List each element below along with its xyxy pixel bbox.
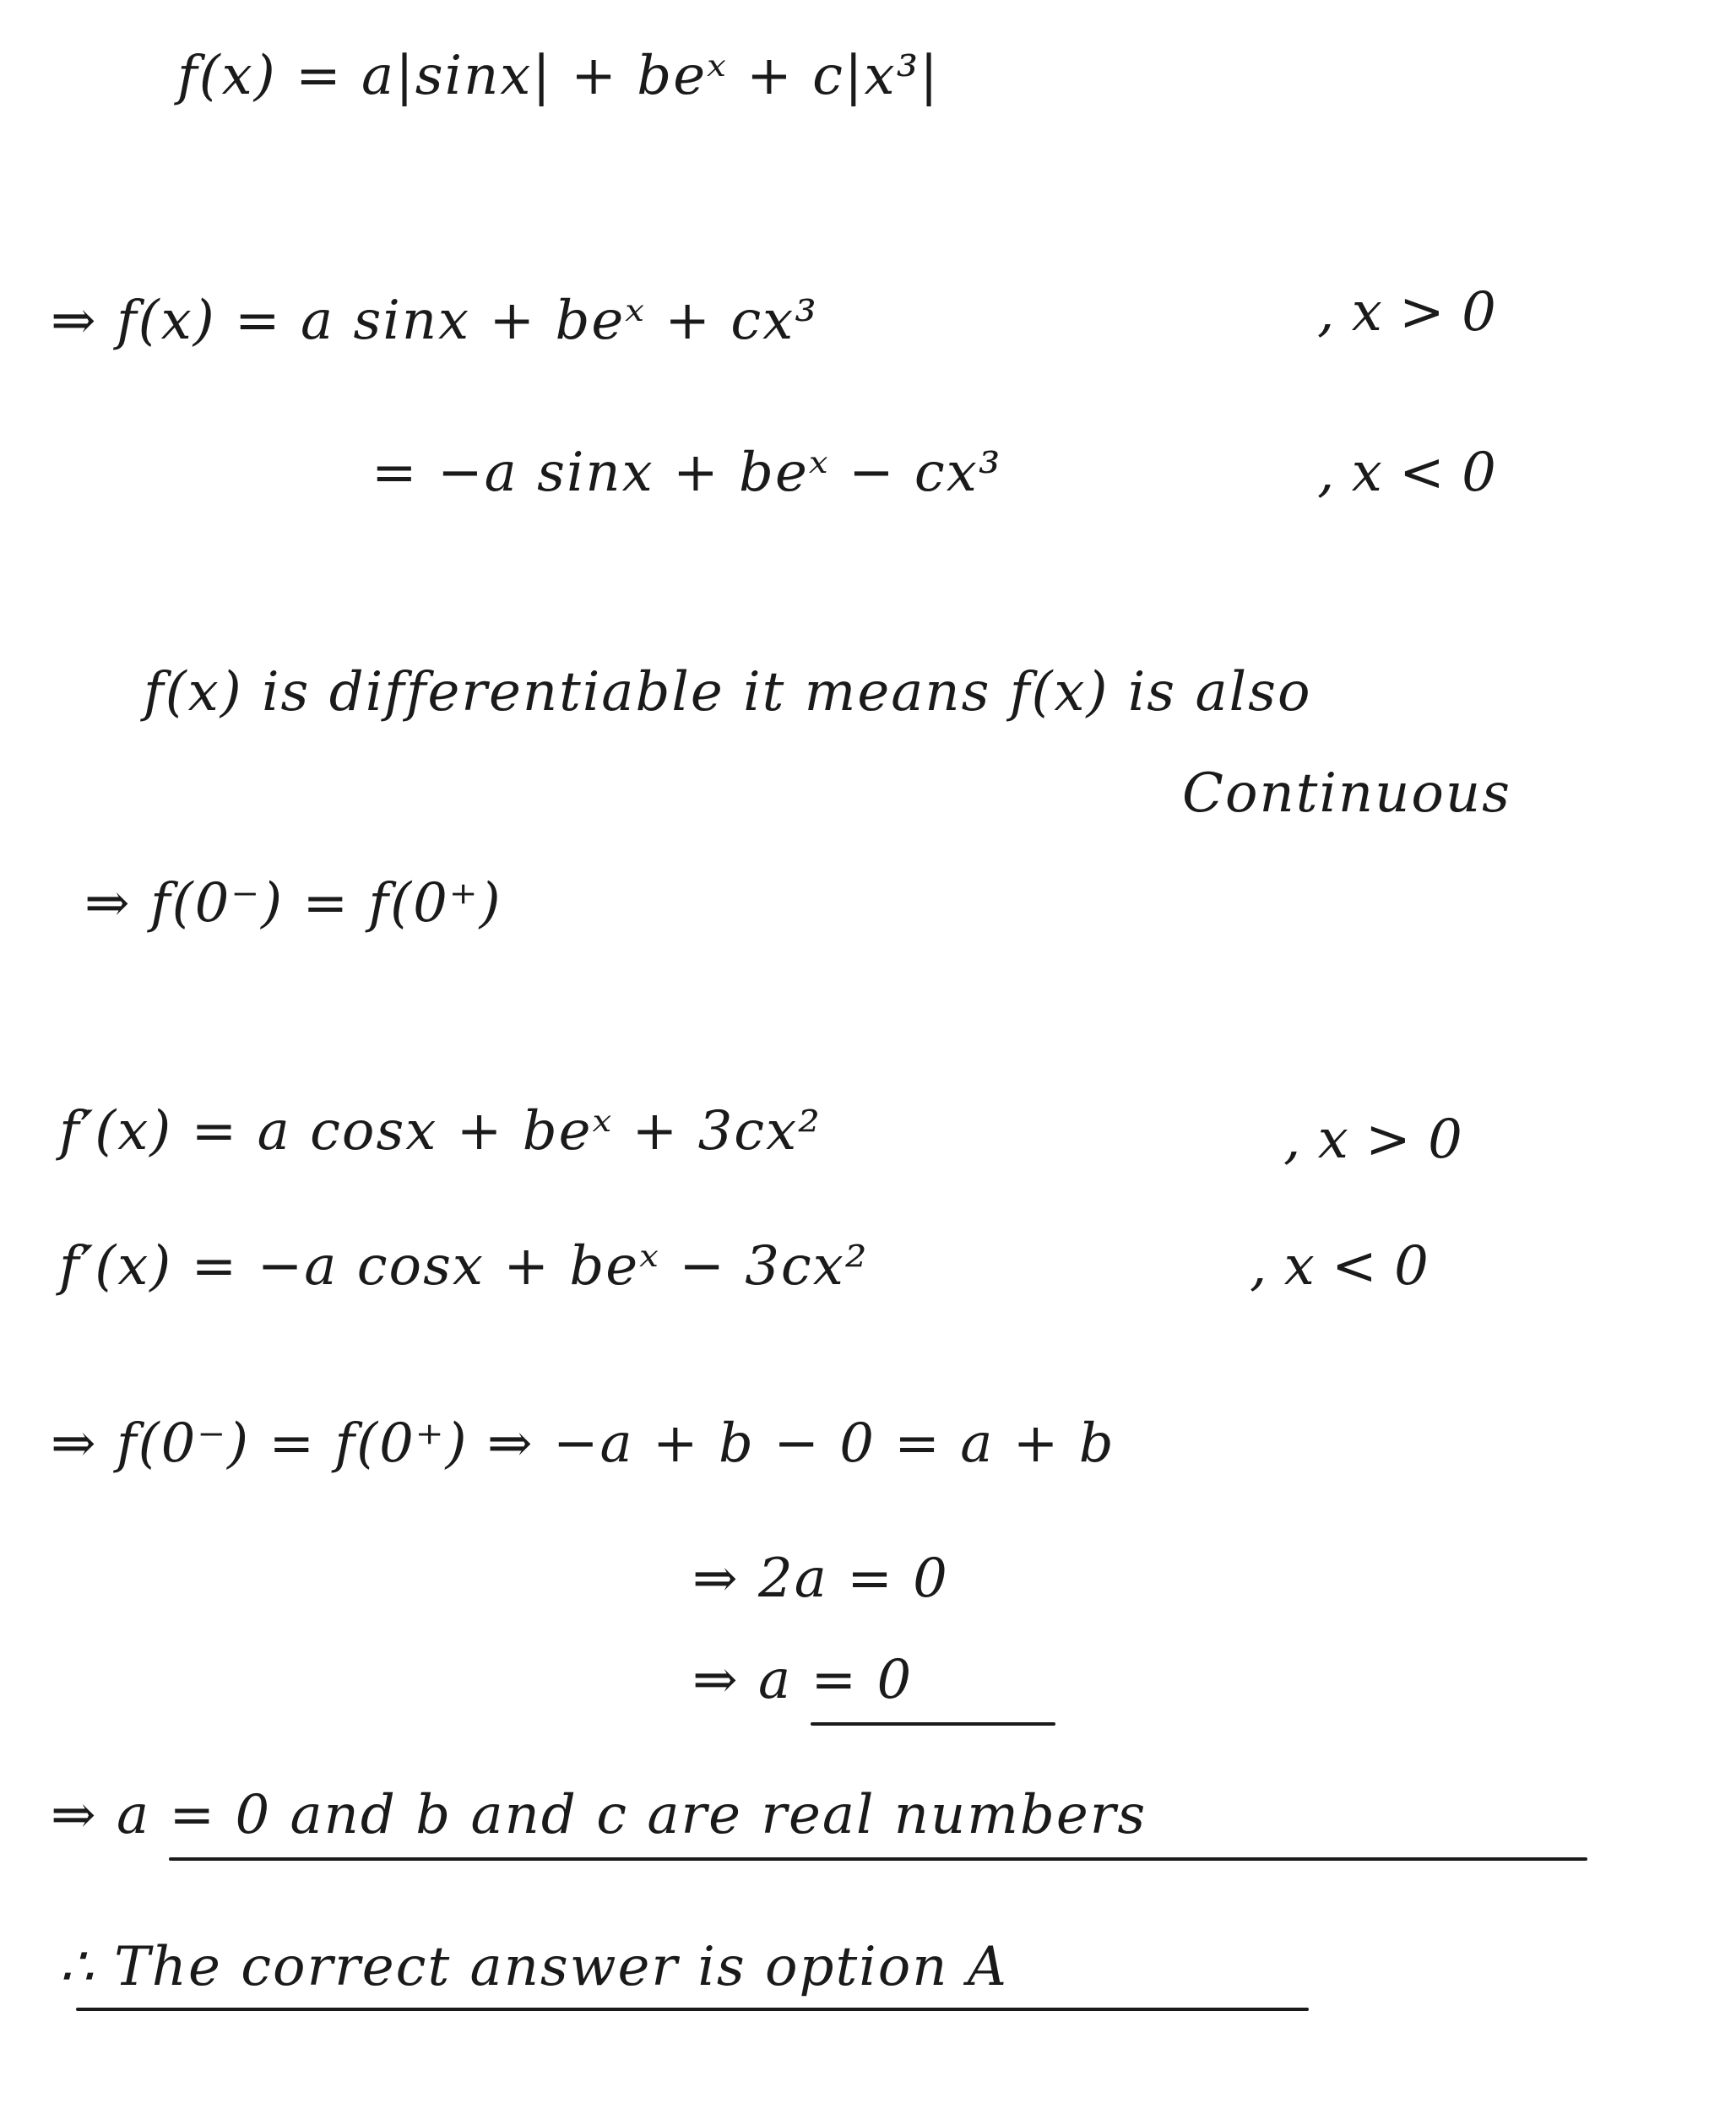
continuity-word: Continuous — [1182, 762, 1511, 825]
condition-negative: , x < 0 — [1317, 442, 1496, 504]
underline-conclusion — [169, 1857, 1587, 1861]
underline-final-answer — [76, 2008, 1309, 2011]
derivative-condition-positive: , x > 0 — [1283, 1108, 1462, 1171]
conclusion-statement: ⇒ a = 0 and b and c are real numbers — [51, 1784, 1147, 1846]
derivative-negative: f′(x) = −a cosx + beˣ − 3cx² — [59, 1235, 869, 1298]
function-definition: f(x) = a|sinx| + beˣ + c|x³| — [177, 45, 940, 107]
underline-a-equals-0 — [811, 1722, 1055, 1726]
derivative-positive: f′(x) = a cosx + beˣ + 3cx² — [59, 1100, 822, 1163]
derivative-condition-negative: , x < 0 — [1250, 1235, 1429, 1298]
final-answer: ∴ The correct answer is option A — [59, 1936, 1008, 1998]
continuity-condition: ⇒ f(0⁻) = f(0⁺) — [84, 872, 502, 935]
step-2a-equals-0: ⇒ 2a = 0 — [692, 1548, 949, 1610]
piecewise-negative: = −a sinx + beˣ − cx³ — [372, 442, 1002, 504]
condition-positive: , x > 0 — [1317, 281, 1496, 344]
derivative-equality: ⇒ f(0⁻) = f(0⁺) ⇒ −a + b − 0 = a + b — [51, 1412, 1115, 1475]
differentiability-statement: f(x) is differentiable it means f(x) is also — [144, 661, 1312, 724]
step-a-equals-0: ⇒ a = 0 — [692, 1649, 914, 1711]
piecewise-positive: ⇒ f(x) = a sinx + beˣ + cx³ — [51, 290, 818, 352]
